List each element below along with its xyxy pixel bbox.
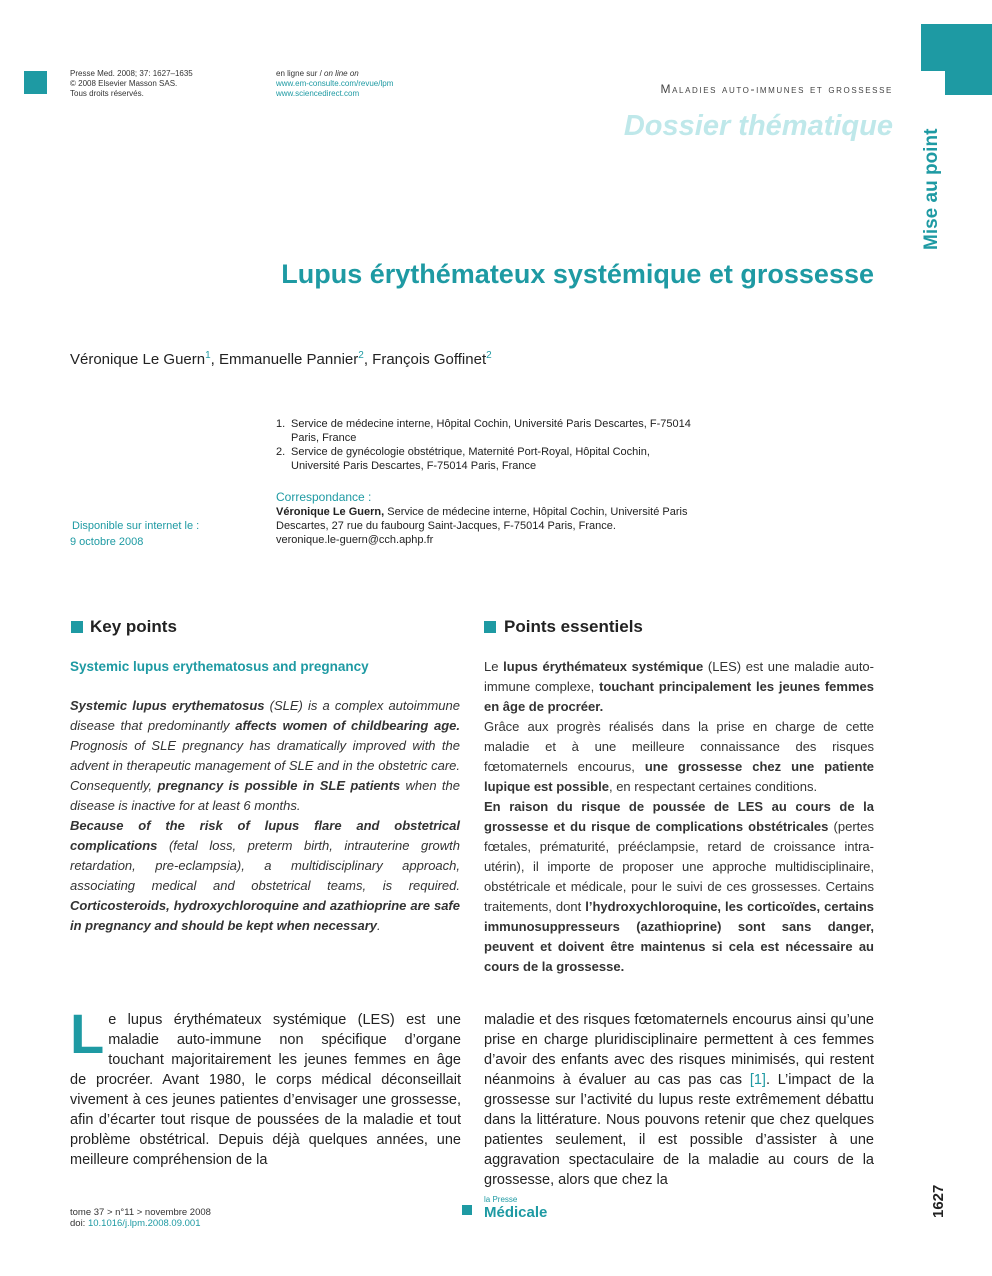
online-block — [276, 69, 393, 99]
correspondence-name: Véronique Le Guern, — [276, 506, 385, 518]
author-name: Emmanuelle Pannier — [219, 351, 359, 368]
journal-logo — [484, 1195, 547, 1221]
correspondence-line: Descartes, 27 rue du faubourg Saint-Jacques, F-75014 Paris, France. — [276, 520, 616, 532]
key-points-paragraph — [70, 816, 460, 936]
available-date: 9 octobre 2008 — [70, 536, 144, 548]
author-name: François Goffinet — [372, 351, 487, 368]
kp-bold: Corticosteroids, hydroxychloroquine and azathioprine are safe in pregnancy and should be kept when necessary — [70, 898, 460, 933]
key-points-paragraph — [70, 696, 460, 816]
kp-bold: Because of the risk of lupus flare and obstetrical complications — [70, 818, 460, 853]
affiliation-line: Université Paris Descartes, F-75014 Paris, France — [291, 460, 537, 472]
pe-text: Le — [484, 659, 504, 674]
pe-paragraph — [484, 657, 874, 717]
doi-link[interactable]: 10.1016/j.lpm.2008.09.001 — [87, 1218, 201, 1229]
pe-bold: lupus érythémateux systémique — [503, 659, 704, 674]
affiliation-line: Service de médecine interne, Hôpital Cochin, Université Paris Descartes, F-75014 — [291, 418, 691, 430]
kp-text: Prognosis of SLE pregnancy has dramatically improved with the advent in therapeutic management of SLE and in the obstetric care. Consequently, — [70, 738, 460, 793]
points-essentiels-text — [484, 657, 874, 977]
correspondence-email[interactable]: veronique.le-guern@cch.aphp.fr — [276, 534, 434, 546]
doi-label: doi: — [70, 1218, 88, 1229]
pe-bold: l’hydroxychloroquine, les corticoïdes, certains immunosuppresseurs (azathioprine) sont sans danger, peuvent et doivent être maintenus si cela est nécessaire au cours de la grossesse. — [484, 899, 874, 974]
corner-block-notch — [921, 71, 945, 95]
citation-line: © 2008 Elsevier Masson SAS. — [70, 79, 178, 88]
pe-bold: une grossesse chez une patiente lupique est possible — [484, 759, 875, 794]
affiliation-line: Service de gynécologie obstétrique, Maternité Port-Royal, Hôpital Cochin, — [291, 446, 650, 458]
logo-square — [462, 1205, 472, 1215]
points-essentiels-heading: Points essentiels — [504, 617, 643, 636]
kp-text: when the disease is inactive for at least 6 months. — [70, 778, 460, 813]
available-online — [70, 518, 199, 550]
footer-issue — [70, 1207, 211, 1229]
kp-bold: Systemic lupus erythematosus — [70, 698, 265, 713]
logo-big-text: Médicale — [484, 1204, 548, 1221]
affiliation-num: 1. — [276, 418, 286, 430]
body-right-text: maladie et des risques fœtomaternels encourus ainsi qu’une prise en charge pluridisciplinaire permettent à ces femmes d’avoir des enfants avec des risques minimisés, qui restent néanmoins à évaluer au cas pas cas — [484, 1012, 874, 1088]
doi-line — [70, 1218, 211, 1229]
citation-line: Presse Med. 2008; 37: 1627–1635 — [70, 69, 193, 78]
link-sciencedirect[interactable]: www.sciencedirect.com — [276, 89, 360, 98]
dropcap: L — [70, 1002, 105, 1065]
key-points-heading: Key points — [90, 617, 177, 636]
citation — [70, 69, 193, 99]
section-kicker: Maladies auto-immunes et grossesse — [660, 82, 893, 96]
authors: Véronique Le Guern$^1$, Emmanuelle Pannier$^2$, François Goffinet$^2$ — [70, 350, 492, 368]
correspondence-line — [276, 505, 706, 519]
kp-text: (fetal loss, preterm birth, intrauterine growth retardation, pre-eclampsia), a multidisciplinary approach, associating medical and obstetrical teams, is required. — [70, 838, 460, 893]
pe-text: (pertes fœtales, prématurité, prééclampsie, retard de croissance intra-utérin), il importe de proposer une approche multidisciplinaire, obstétricale et médicale, pour le suivi de ces grossesses. Certains traitements, dont — [484, 819, 874, 914]
correspondence — [276, 505, 706, 547]
body-left-text: e lupus érythémateux systémique (LES) est une maladie auto-immune non spécifique d’organe touchant majoritairement les jeunes femmes en âge de procréer. Avant 1980, le corps médical déconseillait vivement à ces jeunes patientes d’envisager une grossesse, afin d’écarter tout risque de poussées de la maladie et tout problème obstétrical. Depuis déjà quelques années, une meilleure compréhension de la — [70, 1012, 461, 1168]
online-label: en ligne sur / — [276, 69, 322, 78]
key-points-subheading: Systemic lupus erythematosus and pregnancy — [70, 659, 369, 674]
pe-text: Grâce aux progrès réalisés dans la prise en charge de cette maladie et à une meilleure connaissance des risques fœtomaternels encourus, — [484, 719, 874, 774]
author-sup: 2 — [486, 350, 492, 361]
body-right-column — [484, 1010, 874, 1190]
author-sup: 2 — [358, 350, 364, 361]
correspondence-heading: Correspondance : — [276, 490, 372, 504]
body-left-column — [70, 1002, 461, 1170]
affiliations — [276, 417, 706, 473]
online-label-en: on line on — [324, 69, 359, 78]
dossier-title: Dossier thématique — [623, 110, 893, 142]
link-em-consulte[interactable]: www.em-consulte.com/revue/lpm — [276, 79, 394, 88]
key-points-bullet — [71, 621, 83, 633]
logo-small-text: la Presse — [484, 1195, 518, 1204]
key-points-text — [70, 696, 460, 936]
kp-bold: affects women of childbearing age. — [235, 718, 460, 733]
kp-bold: pregnancy is possible in SLE patients — [157, 778, 401, 793]
available-label: Disponible sur internet le : — [72, 520, 200, 532]
pe-text: , en respectant certaines conditions. — [608, 779, 818, 794]
affiliation — [276, 445, 706, 473]
pe-paragraph — [484, 717, 874, 797]
online-label-line — [276, 69, 393, 79]
kp-text: (SLE) is a complex autoimmune disease that predominantly — [70, 698, 460, 733]
corner-square-left — [24, 71, 47, 94]
author-sup: 1 — [205, 350, 211, 361]
affiliation-line: Paris, France — [291, 432, 357, 444]
pe-paragraph — [484, 797, 874, 977]
side-label: Mise au point — [921, 128, 942, 250]
citation-line: Tous droits réservés. — [70, 89, 144, 98]
author-name: Véronique Le Guern — [70, 351, 206, 368]
pe-bold: touchant principalement les jeunes femmes en âge de procréer. — [484, 679, 874, 714]
article-title: Lupus érythémateux systémique et grossesse — [281, 259, 874, 289]
points-essentiels-bullet — [484, 621, 496, 633]
kp-text: . — [377, 918, 381, 933]
pe-text: (LES) est une maladie auto-immune complexe, — [484, 659, 874, 694]
pe-bold: En raison du risque de poussée de LES au cours de la grossesse et du risque de complications obstétricales — [484, 799, 874, 834]
issue-line: tome 37 > n°11 > novembre 2008 — [70, 1207, 211, 1218]
affiliation-num: 2. — [276, 446, 286, 458]
correspondence-rest: Service de médecine interne, Hôpital Cochin, Université Paris — [384, 506, 688, 518]
page-number: 1627 — [930, 1184, 947, 1218]
body-right-text: . L’impact de la grossesse sur l’activité du lupus reste extrêmement débattu dans la littérature. Nous pouvons retenir que chez quelques patientes seulement, il est possible d’assister à une aggravation spectaculaire de la maladie au cours de la grossesse, alors que chez la — [484, 1072, 874, 1188]
reference-link[interactable]: [1] — [749, 1072, 766, 1088]
affiliation — [276, 417, 706, 445]
